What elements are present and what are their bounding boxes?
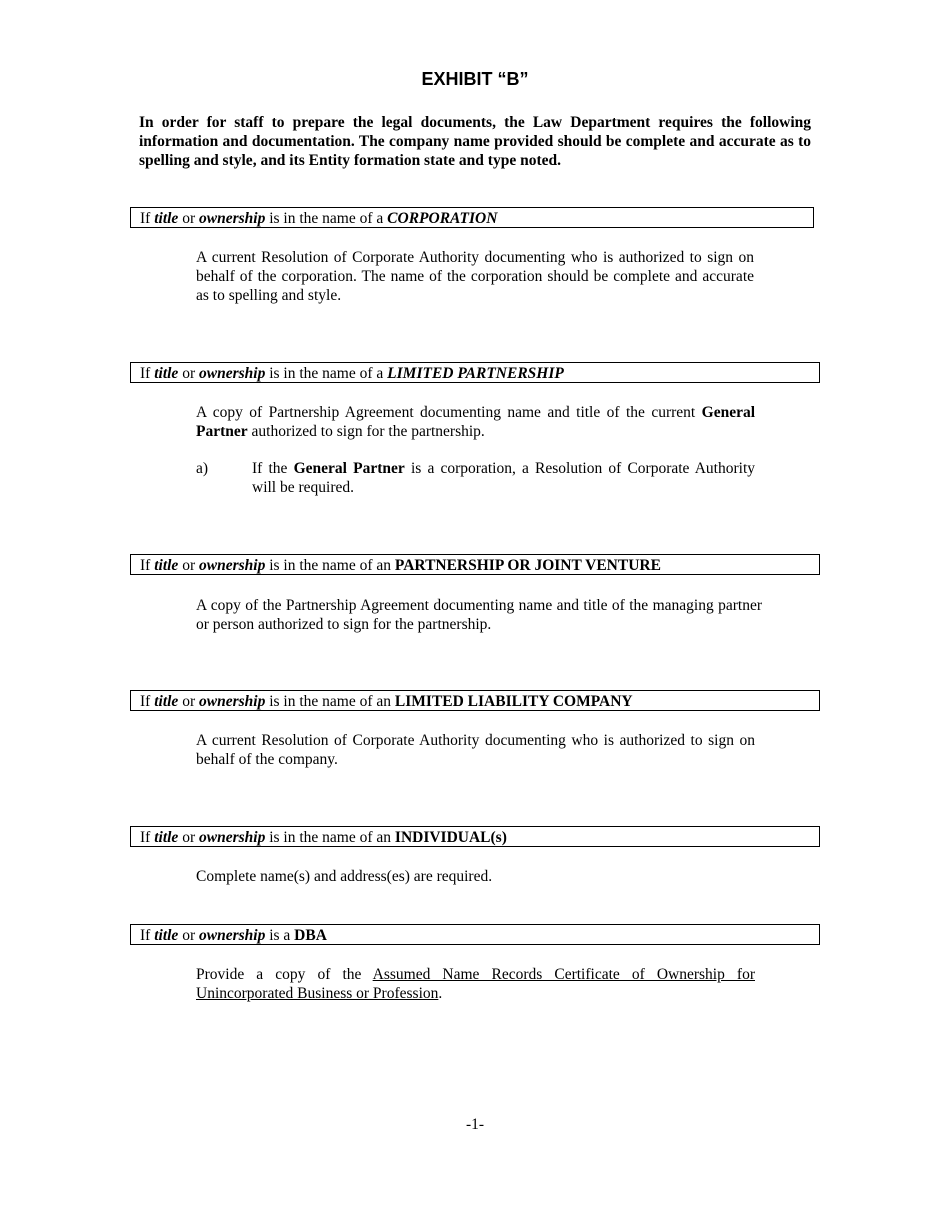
section-header-partnership-jv [130, 554, 820, 575]
section-header-individual [130, 826, 820, 847]
ownership-word: ownership [198, 693, 266, 710]
page-number: -1- [465, 1116, 485, 1133]
entity-type: PARTNERSHIP OR JOINT VENTURE [394, 557, 661, 574]
limited-partnership-body [196, 403, 755, 441]
body-text-post: authorized to sign for the partnership. [251, 423, 485, 440]
header-mid-text: is in the name of an [269, 693, 392, 710]
section-header-corporation [130, 207, 814, 228]
item-text-a [252, 459, 755, 497]
item-text-post: is a corporation, a Resolution of Corporate Authority will be required. [252, 460, 756, 496]
if-word: If [140, 210, 151, 227]
item-label-a: a) [196, 460, 209, 477]
if-word: If [140, 557, 151, 574]
header-mid-text: is in the name of an [269, 557, 392, 574]
individual-body: Complete name(s) and address(es) are required. [196, 868, 493, 885]
intro-paragraph: In order for staff to prepare the legal documents, the Law Department requires the following information and documentation. The company name provided should be complete and accurate as to spelling and style, and its Entity formation state and type noted. [139, 114, 811, 169]
header-mid-text: is in the name of an [269, 829, 392, 846]
or-word: or [182, 210, 196, 227]
dba-body [196, 965, 755, 1003]
body-text-pre: A copy of Partnership Agreement documenting name and title of the current [196, 404, 696, 421]
or-word: or [182, 693, 196, 710]
entity-type: LIMITED LIABILITY COMPANY [394, 693, 633, 710]
corporation-body: A current Resolution of Corporate Authority documenting who is authorized to sign on behalf of the corporation. The name of the corporation should be complete and accurate as to spelling and style. [196, 249, 754, 304]
title-word: title [154, 210, 179, 227]
partnership-jv-body: A copy of the Partnership Agreement documenting name and title of the managing partner or person authorized to sign for the partnership. [196, 597, 762, 633]
if-word: If [140, 365, 151, 382]
ownership-word: ownership [198, 210, 266, 227]
section-header-limited-partnership [130, 362, 820, 383]
llc-body: A current Resolution of Corporate Authority documenting who is authorized to sign on behalf of the company. [196, 732, 755, 768]
exhibit-title: EXHIBIT “B” [421, 69, 529, 89]
header-mid-text: is in the name of a [269, 210, 384, 227]
if-word: If [140, 829, 151, 846]
header-mid-text: is a [269, 927, 291, 944]
or-word: or [182, 365, 196, 382]
title-word: title [154, 557, 179, 574]
section-header-dba [130, 924, 820, 945]
entity-type: INDIVIDUAL(s) [394, 829, 507, 846]
title-word: title [154, 829, 179, 846]
header-mid-text: is in the name of a [269, 365, 384, 382]
item-general-partner-bold: General Partner [293, 460, 405, 477]
or-word: or [182, 829, 196, 846]
assumed-name-certificate-text: Assumed Name Records Certificate of Ownership for Unincorporated Business or Profession [196, 966, 755, 1002]
entity-type: CORPORATION [387, 210, 498, 227]
ownership-word: ownership [198, 557, 266, 574]
entity-type: DBA [294, 927, 327, 944]
if-word: If [140, 927, 151, 944]
if-word: If [140, 693, 151, 710]
title-word: title [154, 365, 179, 382]
dba-body-pre: Provide a copy of the [196, 966, 362, 983]
or-word: or [182, 557, 196, 574]
title-word: title [154, 693, 179, 710]
ownership-word: ownership [198, 927, 266, 944]
section-header-llc [130, 690, 820, 711]
or-word: or [182, 927, 196, 944]
title-word: title [154, 927, 179, 944]
entity-type: LIMITED PARTNERSHIP [387, 365, 564, 382]
ownership-word: ownership [198, 365, 266, 382]
dba-body-post: . [438, 985, 443, 1002]
item-text-pre: If the [252, 460, 288, 477]
ownership-word: ownership [198, 829, 266, 846]
general-partner-bold: General Partner [196, 404, 756, 440]
